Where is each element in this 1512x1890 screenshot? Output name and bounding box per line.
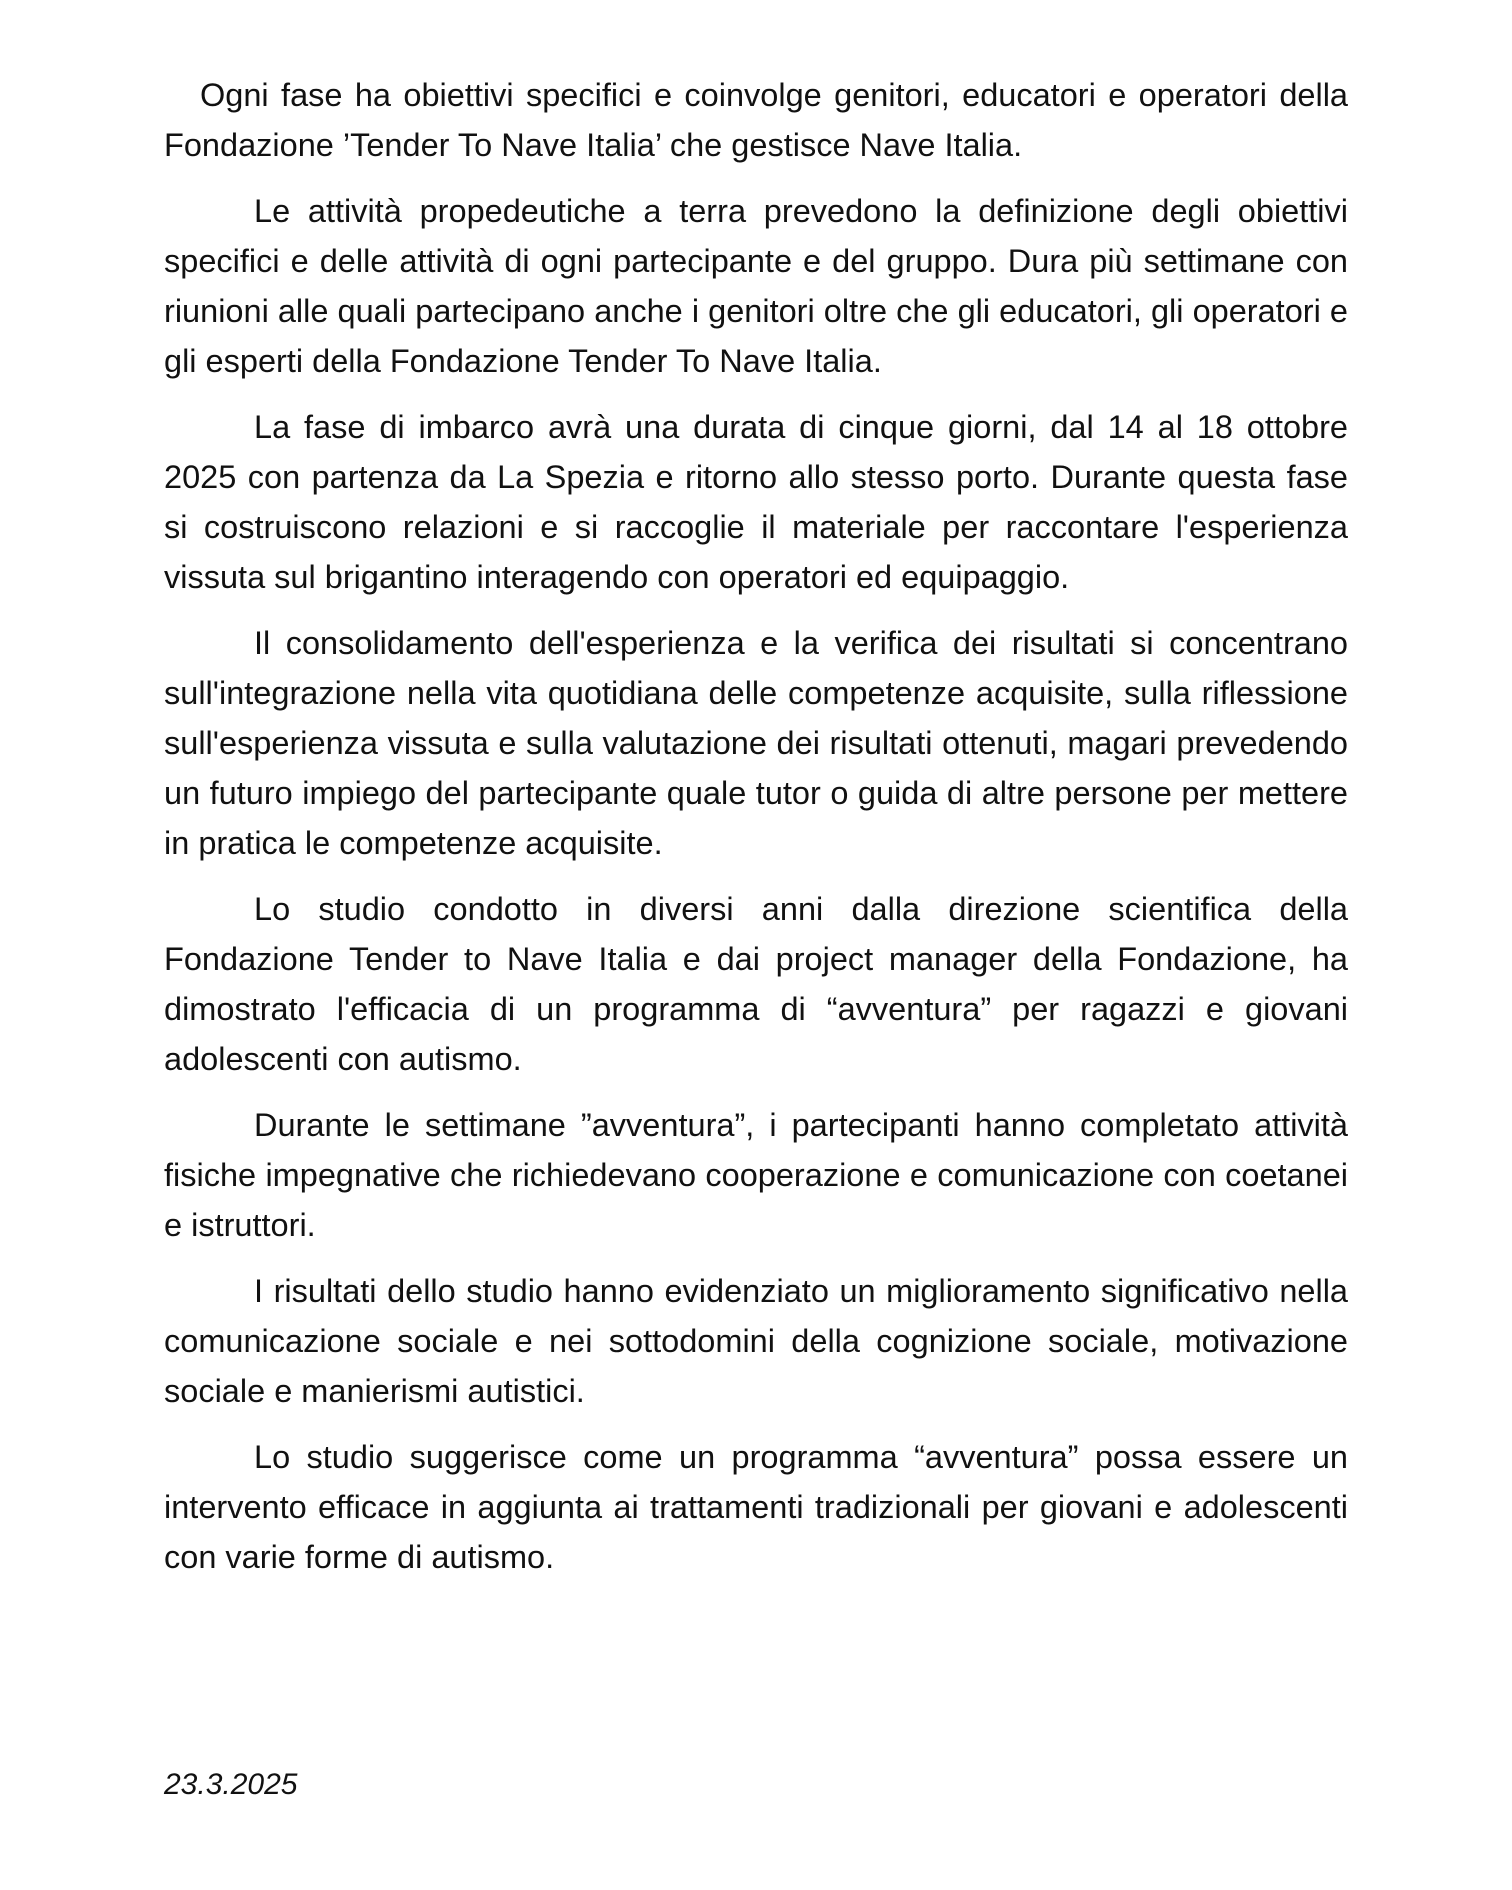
document-date: 23.3.2025	[164, 1768, 298, 1801]
paragraph-2: Le attività propedeutiche a terra prevedono la definizione degli obiettivi specifici e delle attività di ogni partecipante e del gruppo. Dura più settimane con riunioni alle quali partecipano anche i genitori oltre che gli educatori, gli operatori e gli esperti della Fondazione Tender To Nave Italia.	[164, 193, 1348, 379]
document-body	[164, 70, 1348, 1598]
paragraph-4: Il consolidamento dell'esperienza e la verifica dei risultati si concentrano sull'integrazione nella vita quotidiana delle competenze acquisite, sulla riflessione sull'esperienza vissuta e sulla valutazione dei risultati ottenuti, magari prevedendo un futuro impiego del partecipante quale tutor o guida di altre persone per mettere in pratica le competenze acquisite.	[164, 625, 1348, 861]
paragraph-3: La fase di imbarco avrà una durata di cinque giorni, dal 14 al 18 ottobre 2025 con partenza da La Spezia e ritorno allo stesso porto. Durante questa fase si costruiscono relazioni e si raccoglie il materiale per raccontare l'esperienza vissuta sul brigantino interagendo con operatori ed equipaggio.	[164, 409, 1348, 595]
paragraph-6: Durante le settimane ”avventura”, i partecipanti hanno completato attività fisiche impegnative che richiedevano cooperazione e comunicazione con coetanei e istruttori.	[164, 1107, 1348, 1243]
paragraph-8: Lo studio suggerisce come un programma “avventura” possa essere un intervento efficace in aggiunta ai trattamenti tradizionali per giovani e adolescenti con varie forme di autismo.	[164, 1439, 1348, 1575]
paragraph-5: Lo studio condotto in diversi anni dalla direzione scientifica della Fondazione Tender to Nave Italia e dai project manager della Fondazione, ha dimostrato l'efficacia di un programma di “avventura” per ragazzi e giovani adolescenti con autismo.	[164, 891, 1348, 1077]
paragraph-7: I risultati dello studio hanno evidenziato un miglioramento significativo nella comunicazione sociale e nei sottodomini della cognizione sociale, motivazione sociale e manierismi autistici.	[164, 1273, 1348, 1409]
paragraph-1: Ogni fase ha obiettivi specifici e coinvolge genitori, educatori e operatori della Fondazione ’Tender To Nave Italia’ che gestisce Nave Italia.	[164, 77, 1348, 163]
